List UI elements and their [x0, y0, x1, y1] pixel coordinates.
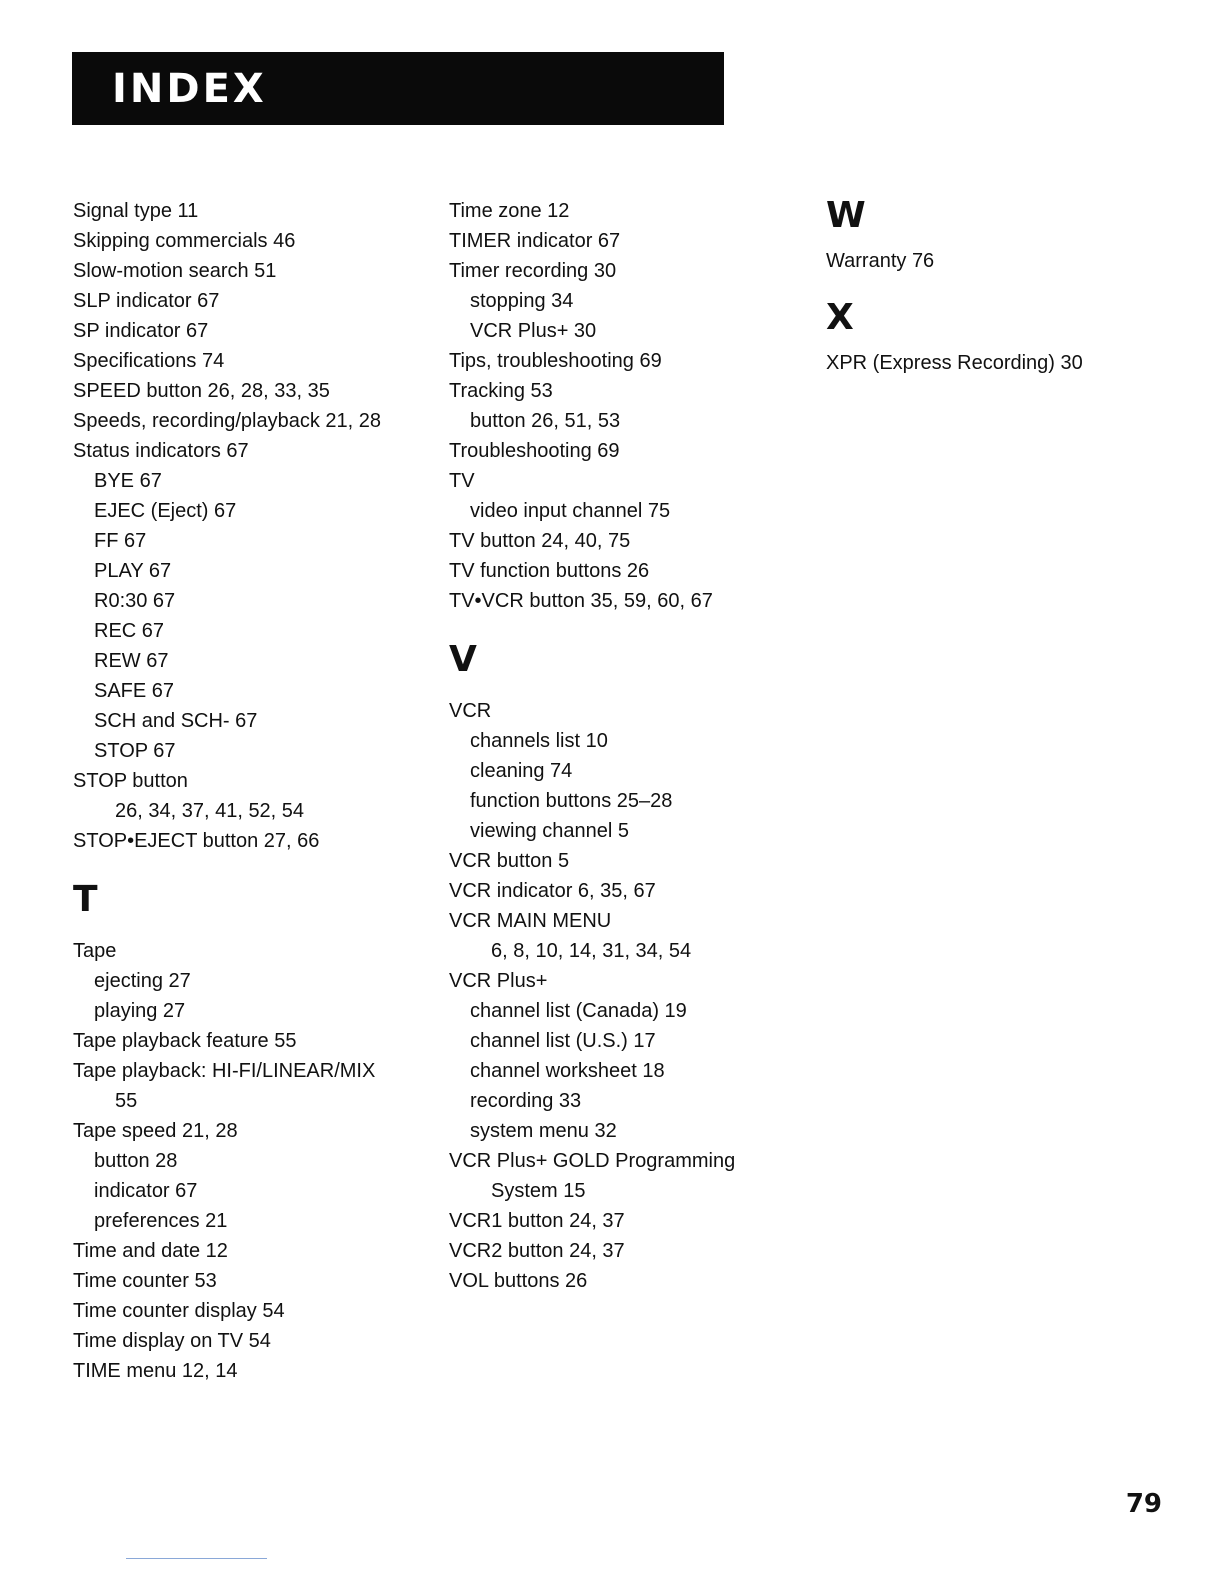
index-entry: VCR Plus+ — [449, 970, 548, 992]
index-subentry: playing 27 — [94, 1000, 186, 1022]
index-entry: VCR1 button 24, 37 — [449, 1210, 625, 1232]
footer-rule — [126, 1558, 267, 1559]
index-entry: Specifications 74 — [73, 350, 225, 372]
index-entry: Warranty 76 — [826, 250, 935, 272]
index-subentry: recording 33 — [470, 1090, 582, 1112]
header-bar — [72, 52, 724, 125]
index-entry: TV•VCR button 35, 59, 60, 67 — [449, 590, 713, 612]
index-entry: Time counter display 54 — [73, 1300, 285, 1322]
index-entry: SLP indicator 67 — [73, 290, 220, 312]
index-subentry: STOP 67 — [94, 740, 176, 762]
index-subentry: 6, 8, 10, 14, 31, 34, 54 — [491, 940, 692, 962]
index-subentry: SAFE 67 — [94, 680, 175, 702]
page-number: 79 — [1125, 1489, 1162, 1519]
index-entry: Status indicators 67 — [73, 440, 249, 462]
index-entry: VCR button 5 — [449, 850, 570, 872]
index-entry: Tape speed 21, 28 — [73, 1120, 238, 1142]
index-entry: Troubleshooting 69 — [449, 440, 620, 462]
index-entry: Tape — [73, 940, 117, 962]
index-subentry: cleaning 74 — [470, 760, 573, 782]
index-subentry: R0:30 67 — [94, 590, 176, 612]
index-column-2 — [449, 196, 809, 1296]
index-entry: Slow-motion search 51 — [73, 260, 277, 282]
section-spacer — [449, 616, 809, 640]
index-entry: Time zone 12 — [449, 200, 570, 222]
index-entry: TIME menu 12, 14 — [73, 1360, 238, 1382]
index-subentry: SCH and SCH- 67 — [94, 710, 258, 732]
index-entry: Time and date 12 — [73, 1240, 228, 1262]
index-subentry: BYE 67 — [94, 470, 162, 492]
index-entry: SPEED button 26, 28, 33, 35 — [73, 380, 330, 402]
index-entry: Signal type 11 — [73, 200, 199, 222]
index-entry: VCR — [449, 700, 492, 722]
index-subentry: PLAY 67 — [94, 560, 172, 582]
index-entry: VCR MAIN MENU — [449, 910, 612, 932]
section-spacer — [449, 680, 809, 696]
index-entry: Tape playback feature 55 — [73, 1030, 297, 1052]
index-entry: TV — [449, 470, 475, 492]
index-subentry: button 26, 51, 53 — [470, 410, 621, 432]
index-subentry: viewing channel 5 — [470, 820, 629, 842]
index-entry: Timer recording 30 — [449, 260, 617, 282]
index-subentry: channel list (U.S.) 17 — [470, 1030, 656, 1052]
index-entry: TIMER indicator 67 — [449, 230, 621, 252]
index-entry: VCR Plus+ GOLD Programming — [449, 1150, 736, 1172]
index-subentry: EJEC (Eject) 67 — [94, 500, 237, 522]
section-spacer — [73, 856, 433, 880]
index-subentry: 55 — [115, 1090, 138, 1112]
section-spacer — [826, 276, 1206, 298]
index-subentry: preferences 21 — [94, 1210, 228, 1232]
index-subentry: REW 67 — [94, 650, 169, 672]
index-subentry: function buttons 25–28 — [470, 790, 673, 812]
index-entry: Time counter 53 — [73, 1270, 217, 1292]
section-letter-x: X — [826, 297, 854, 338]
index-subentry: video input channel 75 — [470, 500, 671, 522]
index-subentry: indicator 67 — [94, 1180, 198, 1202]
index-subentry: channel worksheet 18 — [470, 1060, 665, 1082]
index-entry: Time display on TV 54 — [73, 1330, 271, 1352]
section-letter-t: T — [73, 879, 98, 920]
section-spacer — [826, 338, 1206, 348]
index-subentry: channel list (Canada) 19 — [470, 1000, 687, 1022]
section-spacer — [73, 920, 433, 936]
index-subentry: REC 67 — [94, 620, 165, 642]
section-letter-w: W — [826, 195, 866, 236]
page-title: INDEX — [112, 66, 267, 112]
index-column-3 — [826, 196, 1206, 378]
index-entry: SP indicator 67 — [73, 320, 209, 342]
index-subentry: 26, 34, 37, 41, 52, 54 — [115, 800, 305, 822]
index-subentry: FF 67 — [94, 530, 147, 552]
index-entry: STOP button — [73, 770, 188, 792]
index-subentry: button 28 — [94, 1150, 178, 1172]
index-entry: VCR indicator 6, 35, 67 — [449, 880, 656, 902]
index-subentry: VCR Plus+ 30 — [470, 320, 597, 342]
index-entry: Tracking 53 — [449, 380, 553, 402]
index-entry: TV button 24, 40, 75 — [449, 530, 631, 552]
index-column-1 — [73, 196, 433, 1386]
index-subentry: system menu 32 — [470, 1120, 617, 1142]
index-subentry: stopping 34 — [470, 290, 574, 312]
index-subentry: ejecting 27 — [94, 970, 191, 992]
index-entry: Skipping commercials 46 — [73, 230, 296, 252]
index-entry: XPR (Express Recording) 30 — [826, 352, 1083, 374]
index-entry: Speeds, recording/playback 21, 28 — [73, 410, 381, 432]
index-subentry: System 15 — [491, 1180, 586, 1202]
index-entry: VCR2 button 24, 37 — [449, 1240, 625, 1262]
section-letter-v: V — [449, 639, 477, 680]
index-entry: VOL buttons 26 — [449, 1270, 588, 1292]
section-spacer — [826, 236, 1206, 246]
index-entry: Tips, troubleshooting 69 — [449, 350, 662, 372]
index-entry: Tape playback: HI-FI/LINEAR/MIX — [73, 1060, 376, 1082]
index-entry: TV function buttons 26 — [449, 560, 650, 582]
index-subentry: channels list 10 — [470, 730, 608, 752]
index-entry: STOP•EJECT button 27, 66 — [73, 830, 320, 852]
